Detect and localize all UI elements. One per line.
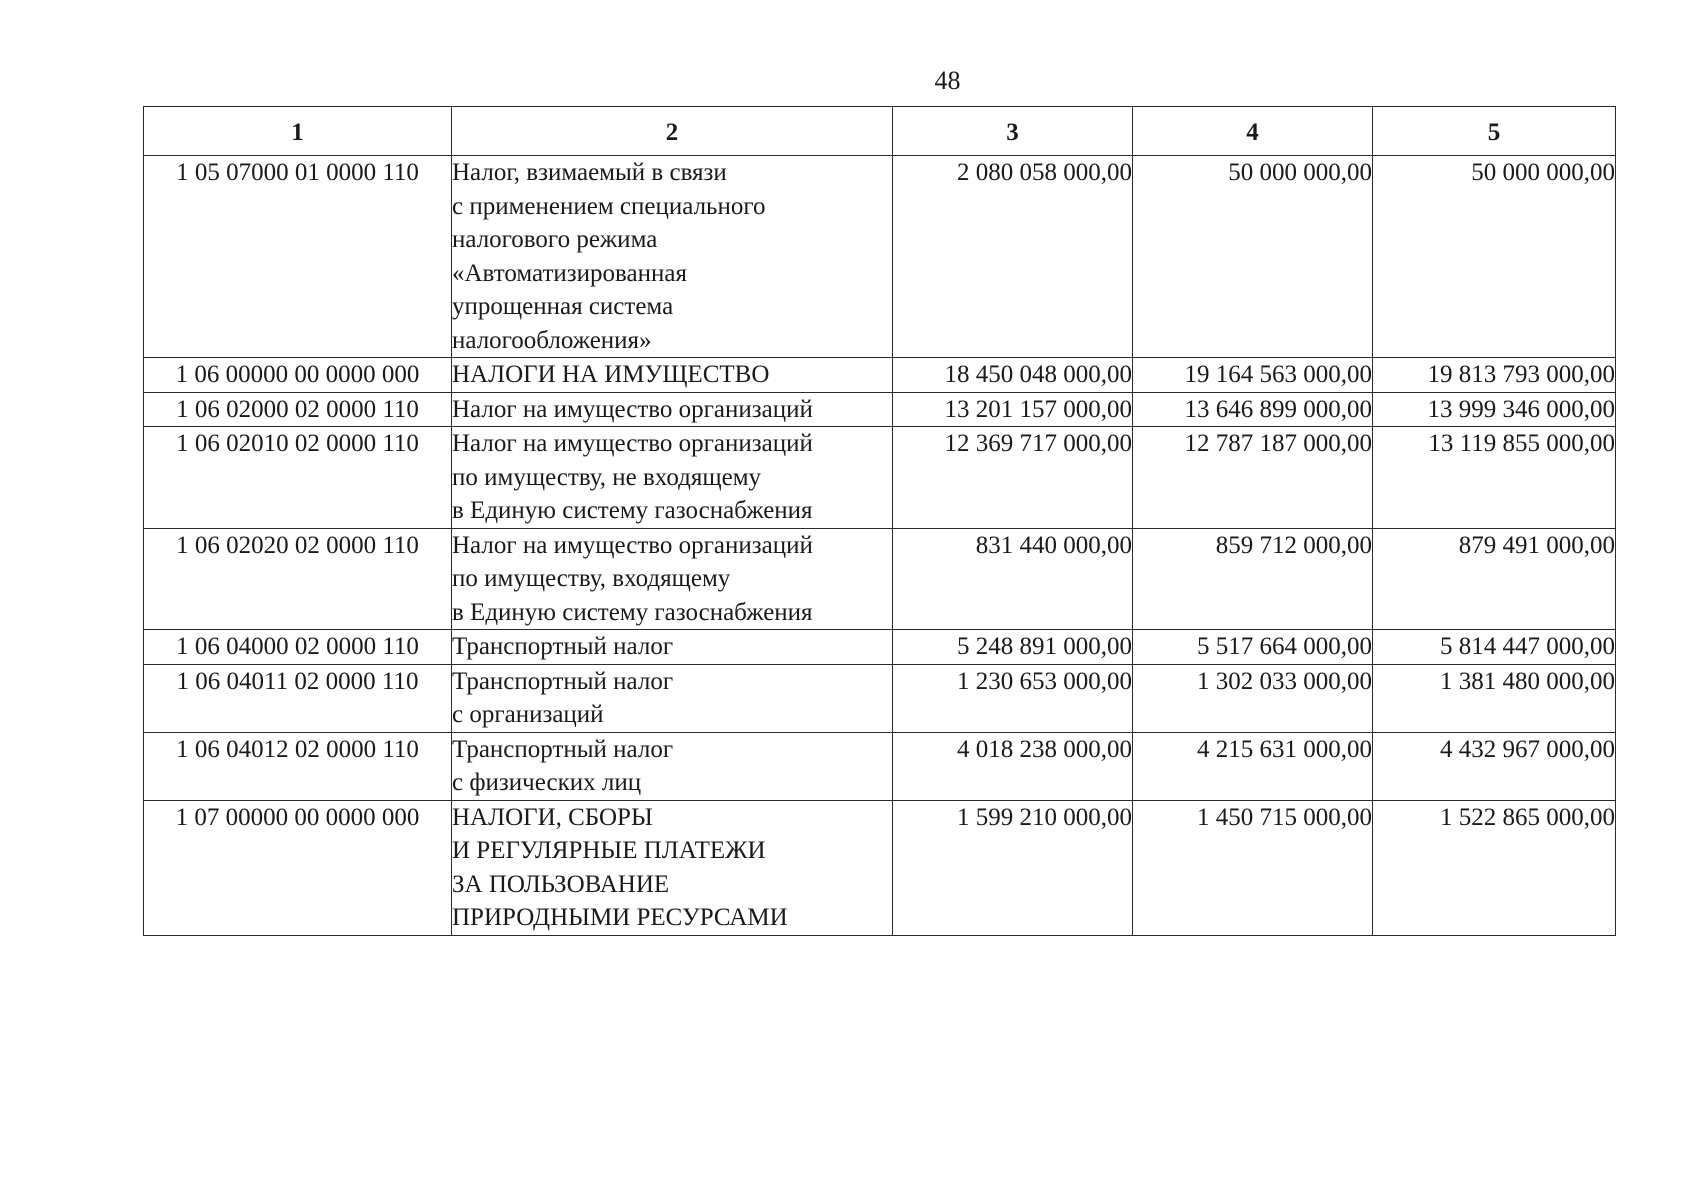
row-code: 1 07 00000 00 0000 000 [144, 800, 452, 935]
row-value-col5: 4 432 967 000,00 [1373, 732, 1616, 800]
row-value-col4: 19 164 563 000,00 [1133, 358, 1373, 393]
row-name-line: с применением специального [452, 192, 766, 220]
row-name-line: с организаций [452, 701, 604, 728]
row-name-line: Налог на имущество организаций [452, 395, 813, 423]
row-value-col5: 1 381 480 000,00 [1373, 664, 1616, 732]
column-header-4: 4 [1133, 107, 1373, 156]
column-header-1: 1 [144, 107, 452, 156]
row-value-col3: 831 440 000,00 [893, 528, 1133, 630]
row-code: 1 06 04000 02 0000 110 [144, 630, 452, 665]
row-value-col3: 4 018 238 000,00 [893, 732, 1133, 800]
row-name-line: ЗА ПОЛЬЗОВАНИЕ [452, 870, 670, 898]
row-name [452, 800, 893, 935]
row-value-col3: 2 080 058 000,00 [893, 156, 1133, 358]
row-name-line: в Единую систему газоснабжения [452, 598, 813, 626]
row-name-line: Налог на имущество организаций [452, 531, 813, 559]
row-name [452, 630, 893, 665]
row-name-line: в Единую систему газоснабжения [452, 497, 813, 524]
row-code: 1 06 04012 02 0000 110 [144, 732, 452, 800]
row-name-line: упрощенная система [452, 293, 674, 320]
column-header-2: 2 [452, 107, 893, 156]
table-row [144, 664, 1616, 732]
row-name-line: налогового режима [452, 226, 658, 253]
row-value-col5: 19 813 793 000,00 [1373, 358, 1616, 393]
row-name [452, 528, 893, 630]
table-row [144, 358, 1616, 393]
row-name-line: Налог на имущество организаций [452, 430, 813, 457]
row-value-col3: 1 230 653 000,00 [893, 664, 1133, 732]
row-value-col5: 50 000 000,00 [1373, 156, 1616, 358]
row-code: 1 06 02010 02 0000 110 [144, 427, 452, 529]
row-value-col3: 18 450 048 000,00 [893, 358, 1133, 393]
column-header-5: 5 [1373, 107, 1616, 156]
row-value-col4: 5 517 664 000,00 [1133, 630, 1373, 665]
row-value-col4: 13 646 899 000,00 [1133, 392, 1373, 427]
row-value-col5: 5 814 447 000,00 [1373, 630, 1616, 665]
row-value-col5: 1 522 865 000,00 [1373, 800, 1616, 935]
row-name-line: налогообложения» [452, 326, 652, 354]
row-code: 1 06 02000 02 0000 110 [144, 392, 452, 427]
table-body [144, 156, 1616, 936]
row-value-col4: 1 450 715 000,00 [1133, 800, 1373, 935]
row-value-col4: 1 302 033 000,00 [1133, 664, 1373, 732]
row-name [452, 732, 893, 800]
table-row [144, 732, 1616, 800]
row-code: 1 06 02020 02 0000 110 [144, 528, 452, 630]
table-row [144, 156, 1616, 358]
row-code: 1 06 00000 00 0000 000 [144, 358, 452, 393]
page-number-text: 48 [934, 66, 961, 95]
row-name [452, 427, 893, 529]
row-value-col3: 13 201 157 000,00 [893, 392, 1133, 427]
row-name-line: Налог, взимаемый в связи [452, 159, 727, 186]
table-row [144, 427, 1616, 529]
table-header [144, 107, 1616, 156]
row-value-col4: 50 000 000,00 [1133, 156, 1373, 358]
row-code: 1 06 04011 02 0000 110 [144, 664, 452, 732]
row-value-col5: 13 999 346 000,00 [1373, 392, 1616, 427]
row-name-line: НАЛОГИ, СБОРЫ [452, 803, 653, 831]
row-name-line: по имуществу, входящему [452, 565, 731, 592]
table-row [144, 392, 1616, 427]
row-value-col3: 5 248 891 000,00 [893, 630, 1133, 665]
row-value-col5: 13 119 855 000,00 [1373, 427, 1616, 529]
row-name-line: «Автоматизированная [452, 259, 687, 287]
row-code: 1 05 07000 01 0000 110 [144, 156, 452, 358]
page-number [0, 66, 1697, 96]
row-name [452, 358, 893, 393]
table-row [144, 800, 1616, 935]
table-row [144, 528, 1616, 630]
row-name-line: ПРИРОДНЫМИ РЕСУРСАМИ [452, 904, 788, 931]
row-value-col4: 4 215 631 000,00 [1133, 732, 1373, 800]
row-name-line: И РЕГУЛЯРНЫЕ ПЛАТЕЖИ [452, 837, 766, 864]
row-name-line: Транспортный налог [452, 735, 674, 763]
revenue-table [143, 106, 1616, 936]
row-name [452, 392, 893, 427]
row-name-line: НАЛОГИ НА ИМУЩЕСТВО [452, 361, 770, 388]
row-name-line: с физических лиц [452, 769, 642, 796]
row-value-col3: 1 599 210 000,00 [893, 800, 1133, 935]
row-name-line: Транспортный налог [452, 667, 674, 695]
column-header-3: 3 [893, 107, 1133, 156]
row-value-col5: 879 491 000,00 [1373, 528, 1616, 630]
header-row [144, 107, 1616, 156]
row-value-col4: 859 712 000,00 [1133, 528, 1373, 630]
row-name-line: по имуществу, не входящему [452, 463, 762, 491]
row-value-col4: 12 787 187 000,00 [1133, 427, 1373, 529]
row-name [452, 156, 893, 358]
row-name-line: Транспортный налог [452, 633, 674, 660]
table-row [144, 630, 1616, 665]
row-name [452, 664, 893, 732]
row-value-col3: 12 369 717 000,00 [893, 427, 1133, 529]
